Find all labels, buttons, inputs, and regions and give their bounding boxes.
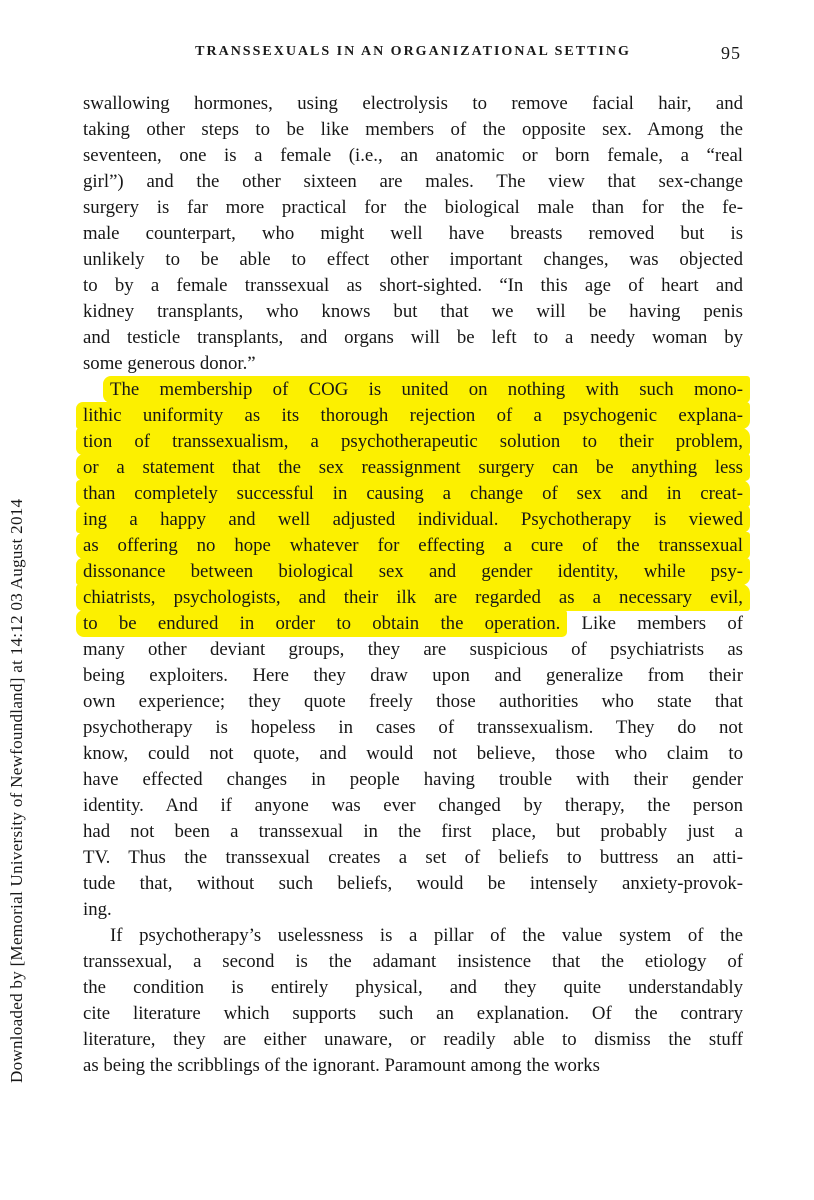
text-line xyxy=(83,975,743,1001)
body-text: ing. xyxy=(83,899,112,920)
body-text: being exploiters. Here they draw upon and generalize from their xyxy=(83,665,743,686)
text-line xyxy=(83,299,743,325)
text-line xyxy=(83,689,743,715)
page-number: 95 xyxy=(721,43,741,63)
text-line xyxy=(83,559,743,585)
body-text: identity. And if anyone was ever changed by therapy, the person xyxy=(83,795,743,816)
text-line xyxy=(83,507,743,533)
body-text: know, could not quote, and would not believe, those who claim to xyxy=(83,743,743,764)
text-line xyxy=(83,871,743,897)
body-text: the condition is entirely physical, and they quite understandably xyxy=(83,977,743,998)
text-line xyxy=(83,455,743,481)
body-text: unlikely to be able to effect other important changes, was objected xyxy=(83,249,743,270)
body-text: to by a female transsexual as short-sighted. “In this age of heart and xyxy=(83,275,743,296)
highlighted-text: or a statement that the sex reassignment surgery can be anything less xyxy=(76,454,750,481)
highlighted-text: to be endured in order to obtain the operation. xyxy=(76,610,567,637)
body-text: Like members of xyxy=(560,613,743,634)
text-line xyxy=(83,351,743,377)
text-line xyxy=(83,325,743,351)
text-line xyxy=(83,117,743,143)
page-header xyxy=(83,44,743,66)
highlighted-text: as offering no hope whatever for effecting a cure of the transsexual xyxy=(76,532,750,559)
body-text: as being the scribblings of the ignorant. Paramount among the works xyxy=(83,1055,600,1076)
body-text: surgery is far more practical for the biological male than for the fe- xyxy=(83,197,743,218)
text-line xyxy=(83,91,743,117)
body-text: have effected changes in people having trouble with their gender xyxy=(83,769,743,790)
body-text: girl”) and the other sixteen are males. The view that sex-change xyxy=(83,171,743,192)
body-text: transsexual, a second is the adamant insistence that the etiology of xyxy=(83,951,743,972)
body-text: psychotherapy is hopeless in cases of transsexualism. They do not xyxy=(83,717,743,738)
download-watermark: Downloaded by [Memorial University of Newfoundland] at 14:12 03 August 2014 xyxy=(7,498,26,1083)
text-line xyxy=(83,767,743,793)
text-line xyxy=(83,403,743,429)
body-text: taking other steps to be like members of the opposite sex. Among the xyxy=(83,119,743,140)
body-text: cite literature which supports such an explanation. Of the contrary xyxy=(83,1003,743,1024)
text-line xyxy=(83,533,743,559)
body-text: tude that, without such beliefs, would be intensely anxiety-provok- xyxy=(83,873,743,894)
highlighted-text: ing a happy and well adjusted individual. Psychotherapy is viewed xyxy=(76,506,750,533)
highlighted-text: tion of transsexualism, a psychotherapeutic solution to their problem, xyxy=(76,428,750,455)
body-text: TV. Thus the transsexual creates a set of beliefs to buttress an atti- xyxy=(83,847,743,868)
body-text: swallowing hormones, using electrolysis to remove facial hair, and xyxy=(83,93,743,114)
highlighted-text: lithic uniformity as its thorough rejection of a psychogenic explana- xyxy=(76,402,750,429)
text-line xyxy=(83,585,743,611)
text-line xyxy=(83,897,743,923)
text-line xyxy=(83,845,743,871)
text-line xyxy=(83,195,743,221)
text-line xyxy=(83,741,743,767)
text-line xyxy=(83,481,743,507)
text-line xyxy=(83,1001,743,1027)
body-text: male counterpart, who might well have breasts removed but is xyxy=(83,223,743,244)
body-text: and testicle transplants, and organs will be left to a needy woman by xyxy=(83,327,743,348)
text-line xyxy=(83,611,743,637)
text-line xyxy=(83,169,743,195)
text-line xyxy=(83,793,743,819)
text-line xyxy=(83,637,743,663)
text-line xyxy=(83,1027,743,1053)
body-text: If psychotherapy’s uselessness is a pillar of the value system of the xyxy=(110,925,743,946)
text-line xyxy=(83,949,743,975)
text-line xyxy=(83,1053,743,1079)
text-line xyxy=(83,923,743,949)
text-line xyxy=(83,377,743,403)
body-text: kidney transplants, who knows but that we will be having penis xyxy=(83,301,743,322)
body-text: literature, they are either unaware, or readily able to dismiss the stuff xyxy=(83,1029,743,1050)
highlighted-text: The membership of COG is united on nothing with such mono- xyxy=(103,376,750,403)
body-text: some generous donor.” xyxy=(83,353,256,374)
body-text: seventeen, one is a female (i.e., an anatomic or born female, a “real xyxy=(83,145,743,166)
body-text: had not been a transsexual in the first place, but probably just a xyxy=(83,821,743,842)
text-line xyxy=(83,715,743,741)
highlighted-text: dissonance between biological sex and gender identity, while psy- xyxy=(76,558,750,585)
text-line xyxy=(83,273,743,299)
page-body-text xyxy=(83,91,743,1079)
text-line xyxy=(83,143,743,169)
text-line xyxy=(83,247,743,273)
text-line xyxy=(83,663,743,689)
text-line xyxy=(83,819,743,845)
body-text: many other deviant groups, they are suspicious of psychiatrists as xyxy=(83,639,743,660)
highlighted-text: than completely successful in causing a change of sex and in creat- xyxy=(76,480,750,507)
text-line xyxy=(83,429,743,455)
highlighted-text: chiatrists, psychologists, and their ilk are regarded as a necessary evil, xyxy=(76,584,750,611)
running-head-title: TRANSSEXUALS IN AN ORGANIZATIONAL SETTING xyxy=(195,44,631,59)
text-line xyxy=(83,221,743,247)
body-text: own experience; they quote freely those authorities who state that xyxy=(83,691,743,712)
